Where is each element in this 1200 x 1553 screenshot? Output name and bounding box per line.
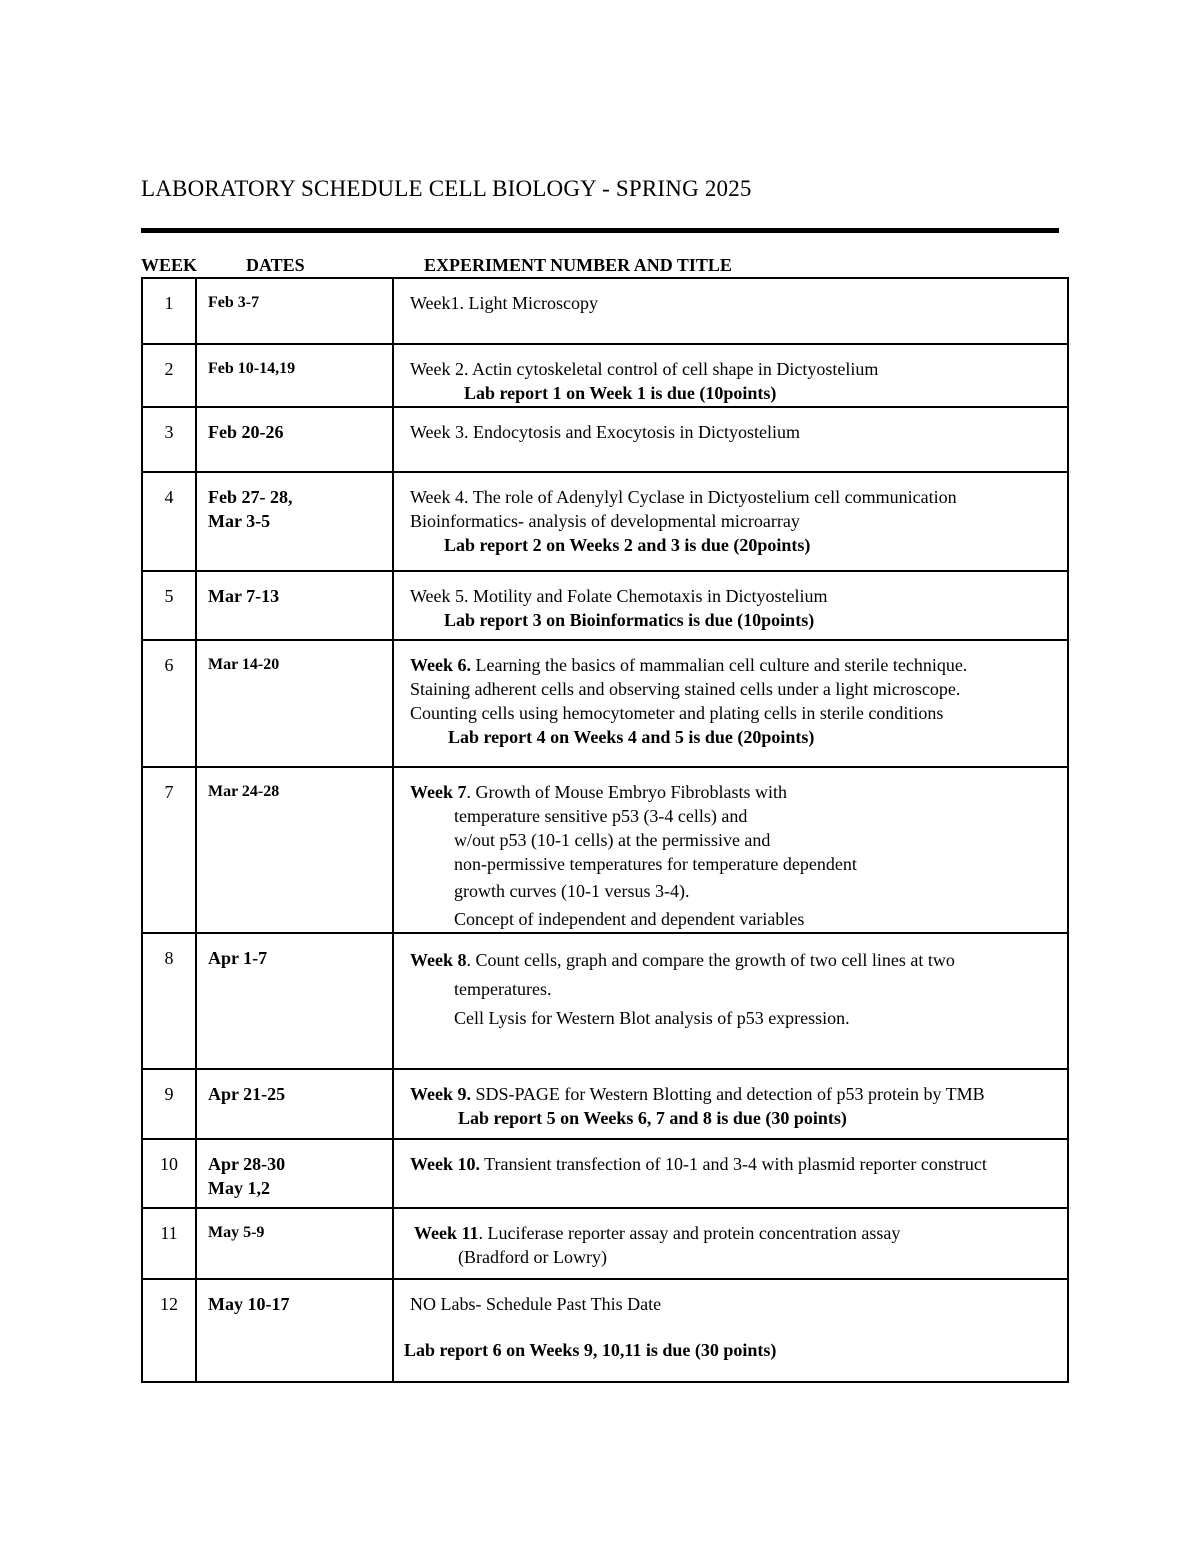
table-row: [142, 1139, 1068, 1208]
dates-cell: [196, 1279, 393, 1382]
experiment-text: . Count cells, graph and compare the growth of two cell lines at two: [466, 950, 955, 970]
week-number: 5: [142, 571, 196, 640]
table-row: [142, 1208, 1068, 1279]
week-number: 4: [142, 472, 196, 571]
date-line: Mar 7-13: [208, 586, 280, 606]
experiment-line: [410, 1152, 1067, 1176]
dates-cell: [196, 1139, 393, 1208]
experiment-cell: [393, 278, 1068, 344]
experiment-cell: [393, 407, 1068, 472]
week-number: 8: [142, 933, 196, 1069]
date-line: Mar 3-5: [208, 511, 271, 531]
date-line: May 5-9: [208, 1224, 265, 1241]
week-label: Week 7: [410, 782, 467, 802]
lab-report-due: Lab report 5 on Weeks 6, 7 and 8 is due (30 points): [458, 1108, 847, 1128]
experiment-cell: [393, 767, 1068, 933]
table-row: [142, 472, 1068, 571]
lab-report-due: Lab report 6 on Weeks 9, 10,11 is due (30 points): [404, 1340, 777, 1360]
week-number: 12: [142, 1279, 196, 1382]
experiment-cell: [393, 1279, 1068, 1382]
header-week: WEEK: [141, 255, 198, 275]
dates-cell: [196, 472, 393, 571]
schedule-table: [141, 277, 1069, 1383]
experiment-line: [410, 653, 1067, 677]
experiment-cell: [393, 1139, 1068, 1208]
experiment-line: temperature sensitive p53 (3-4 cells) and: [454, 806, 748, 826]
table-row: [142, 933, 1068, 1069]
header-experiment: EXPERIMENT NUMBER AND TITLE: [424, 255, 732, 275]
experiment-text: . Growth of Mouse Embryo Fibroblasts with: [466, 782, 787, 802]
date-line: Feb 27- 28,: [208, 487, 293, 507]
week-number: 9: [142, 1069, 196, 1139]
table-row: [142, 767, 1068, 933]
date-line: Feb 3-7: [208, 294, 260, 311]
dates-cell: [196, 278, 393, 344]
week-number: 1: [142, 278, 196, 344]
lab-report-due: Lab report 4 on Weeks 4 and 5 is due (20points): [448, 727, 815, 747]
experiment-cell: [393, 933, 1068, 1069]
week-label: Week 9.: [410, 1084, 471, 1104]
week-number: 7: [142, 767, 196, 933]
date-line: Feb 10-14,19: [208, 360, 296, 377]
table-row: [142, 344, 1068, 407]
week-number: 11: [142, 1208, 196, 1279]
experiment-text: . Luciferase reporter assay and protein concentration assay: [478, 1223, 901, 1243]
dates-cell: [196, 571, 393, 640]
experiment-cell: [393, 1208, 1068, 1279]
lab-report-due: Lab report 1 on Week 1 is due (10points): [464, 383, 777, 403]
dates-cell: [196, 933, 393, 1069]
week-number: 3: [142, 407, 196, 472]
lab-report-due: Lab report 3 on Bioinformatics is due (10points): [444, 610, 815, 630]
week-number: 6: [142, 640, 196, 767]
experiment-line: Bioinformatics- analysis of developmental microarray: [410, 511, 800, 531]
experiment-text: SDS-PAGE for Western Blotting and detection of p53 protein by TMB: [471, 1084, 985, 1104]
table-row: [142, 640, 1068, 767]
experiment-line: temperatures.: [454, 979, 552, 999]
table-row: [142, 1069, 1068, 1139]
experiment-text: Transient transfection of 10-1 and 3-4 with plasmid reporter construct: [480, 1154, 987, 1174]
experiment-line: (Bradford or Lowry): [458, 1247, 607, 1267]
experiment-line: Counting cells using hemocytometer and plating cells in sterile conditions: [410, 703, 944, 723]
experiment-line: Week 3. Endocytosis and Exocytosis in Dictyostelium: [410, 422, 800, 442]
week-label: Week 8: [410, 950, 467, 970]
week-label: Week 6.: [410, 655, 471, 675]
dates-cell: [196, 767, 393, 933]
dates-cell: [196, 344, 393, 407]
date-line: Apr 21-25: [208, 1084, 286, 1104]
date-line: May 1,2: [208, 1178, 270, 1198]
table-row: [142, 278, 1068, 344]
page-title: LABORATORY SCHEDULE CELL BIOLOGY - SPRING 2025: [141, 176, 752, 201]
experiment-line: NO Labs- Schedule Past This Date: [410, 1294, 662, 1314]
experiment-line: Week1. Light Microscopy: [410, 293, 599, 313]
week-number: 10: [142, 1139, 196, 1208]
header-dates: DATES: [246, 255, 305, 275]
week-label: Week 10.: [410, 1154, 480, 1174]
experiment-line: [410, 780, 1067, 804]
week-label: Week 11: [414, 1223, 479, 1243]
table-row: [142, 571, 1068, 640]
date-line: May 10-17: [208, 1294, 290, 1314]
experiment-line: Concept of independent and dependent variables: [454, 909, 805, 929]
experiment-cell: [393, 640, 1068, 767]
dates-cell: [196, 1208, 393, 1279]
experiment-cell: [393, 571, 1068, 640]
dates-cell: [196, 1069, 393, 1139]
experiment-line: Week 2. Actin cytoskeletal control of cell shape in Dictyostelium: [410, 359, 879, 379]
experiment-line: [410, 946, 1067, 975]
dates-cell: [196, 640, 393, 767]
experiment-line: w/out p53 (10-1 cells) at the permissive and: [454, 830, 771, 850]
date-line: Apr 1-7: [208, 948, 268, 968]
title-divider: [141, 228, 1059, 233]
experiment-line: [410, 1082, 1067, 1106]
date-line: Apr 28-30: [208, 1154, 286, 1174]
lab-report-due: Lab report 2 on Weeks 2 and 3 is due (20points): [444, 535, 811, 555]
experiment-line: Cell Lysis for Western Blot analysis of p53 expression.: [454, 1008, 850, 1028]
experiment-line: [414, 1221, 1067, 1245]
experiment-line: non-permissive temperatures for temperature dependent: [454, 854, 857, 874]
date-line: Mar 14-20: [208, 656, 280, 673]
experiment-cell: [393, 472, 1068, 571]
experiment-line: Staining adherent cells and observing stained cells under a light microscope.: [410, 679, 961, 699]
week-number: 2: [142, 344, 196, 407]
experiment-line: Week 4. The role of Adenylyl Cyclase in Dictyostelium cell communication: [410, 487, 957, 507]
date-line: Feb 20-26: [208, 422, 284, 442]
dates-cell: [196, 407, 393, 472]
experiment-line: growth curves (10-1 versus 3-4).: [454, 881, 690, 901]
table-row: [142, 1279, 1068, 1382]
experiment-text: Learning the basics of mammalian cell culture and sterile technique.: [471, 655, 968, 675]
experiment-line: Week 5. Motility and Folate Chemotaxis in Dictyostelium: [410, 586, 828, 606]
table-row: [142, 407, 1068, 472]
date-line: Mar 24-28: [208, 783, 280, 800]
experiment-cell: [393, 344, 1068, 407]
experiment-cell: [393, 1069, 1068, 1139]
